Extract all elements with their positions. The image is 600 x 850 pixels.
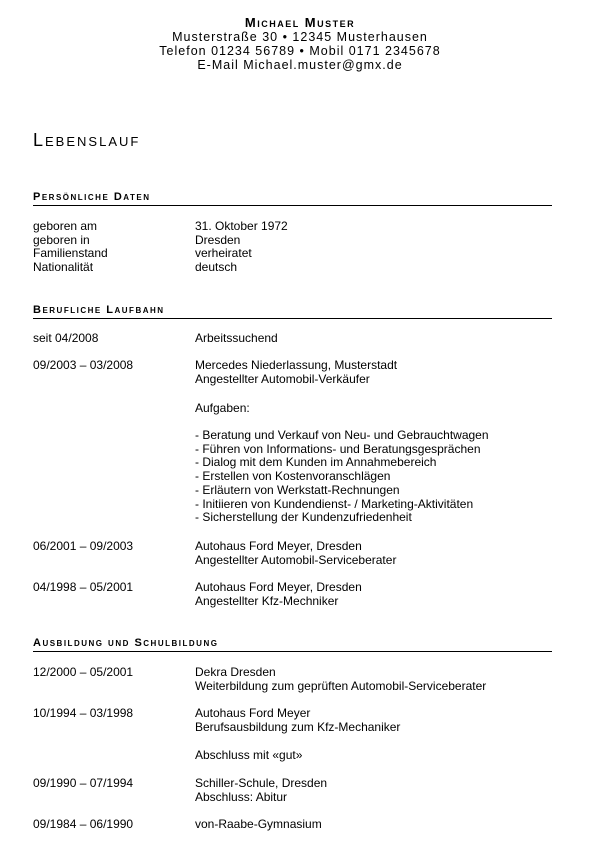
- education-period: 10/1994 – 03/1998: [33, 706, 134, 720]
- education-line: Berufsausbildung zum Kfz-Mechaniker: [195, 719, 401, 734]
- personal-value: 31. Oktober 1972: [195, 219, 288, 233]
- personal-value: Dresden: [195, 232, 241, 247]
- career-line: Aufgaben:: [195, 401, 250, 415]
- career-line: - Dialog mit dem Kunden im Annahmebereich: [195, 455, 437, 470]
- personal-label: geboren in: [33, 232, 90, 247]
- section-heading-career: Berufliche Laufbahn: [33, 304, 552, 319]
- applicant-name: Michael Muster: [244, 15, 356, 30]
- personal-label: geboren am: [33, 219, 98, 233]
- career-line: Autohaus Ford Meyer, Dresden: [195, 580, 362, 594]
- personal-value: deutsch: [195, 260, 238, 275]
- career-period: 04/1998 – 05/2001: [33, 580, 134, 594]
- career-line: Angestellter Automobil-Verkäufer: [195, 371, 370, 386]
- career-line: Autohaus Ford Meyer, Dresden: [195, 539, 362, 553]
- document-title: Lebenslauf: [33, 130, 141, 150]
- education-line: von-Raabe-Gymnasium: [195, 817, 322, 831]
- education-period: 12/2000 – 05/2001: [33, 665, 134, 679]
- education-line: Schiller-Schule, Dresden: [195, 776, 328, 790]
- career-period: 09/2003 – 03/2008: [33, 358, 134, 372]
- personal-label: Familienstand: [33, 246, 108, 261]
- phone-line: Telefon 01234 56789 • Mobil 0171 2345678: [159, 44, 441, 58]
- career-line: - Sicherstellung der Kundenzufriedenheit: [195, 510, 412, 525]
- education-period: 09/1990 – 07/1994: [33, 776, 134, 790]
- education-line: Autohaus Ford Meyer: [195, 706, 311, 720]
- career-line: Mercedes Niederlassung, Musterstadt: [195, 358, 398, 372]
- career-period: seit 04/2008: [33, 331, 99, 345]
- section-heading-personal: Persönliche Daten: [33, 191, 552, 206]
- cv-header: [0, 15, 600, 72]
- career-line: Arbeitssuchend: [195, 331, 278, 345]
- personal-value: verheiratet: [195, 246, 252, 261]
- career-line: - Erstellen von Kostenvoranschlägen: [195, 469, 391, 484]
- career-line: Angestellter Automobil-Serviceberater: [195, 552, 397, 567]
- career-line: - Führen von Informations- und Beratungsgesprächen: [195, 441, 481, 456]
- education-line: Weiterbildung zum geprüften Automobil-Serviceberater: [195, 678, 487, 693]
- education-line: Dekra Dresden: [195, 665, 276, 679]
- education-line: Abschluss: Abitur: [195, 789, 288, 804]
- career-line: - Initiieren von Kundendienst- / Marketing-Aktivitäten: [195, 496, 474, 511]
- section-heading-education: Ausbildung und Schulbildung: [33, 637, 552, 652]
- career-period: 06/2001 – 09/2003: [33, 539, 134, 553]
- career-line: - Beratung und Verkauf von Neu- und Gebrauchtwagen: [195, 428, 489, 442]
- personal-label: Nationalität: [33, 260, 94, 275]
- education-line: Abschluss mit «gut»: [195, 748, 303, 762]
- career-line: - Erläutern von Werkstatt-Rechnungen: [195, 482, 400, 497]
- address-line: Musterstraße 30 • 12345 Musterhausen: [172, 30, 428, 44]
- email-line: E-Mail Michael.muster@gmx.de: [197, 58, 403, 72]
- career-line: Angestellter Kfz-Mechniker: [195, 593, 339, 608]
- education-period: 09/1984 – 06/1990: [33, 817, 134, 831]
